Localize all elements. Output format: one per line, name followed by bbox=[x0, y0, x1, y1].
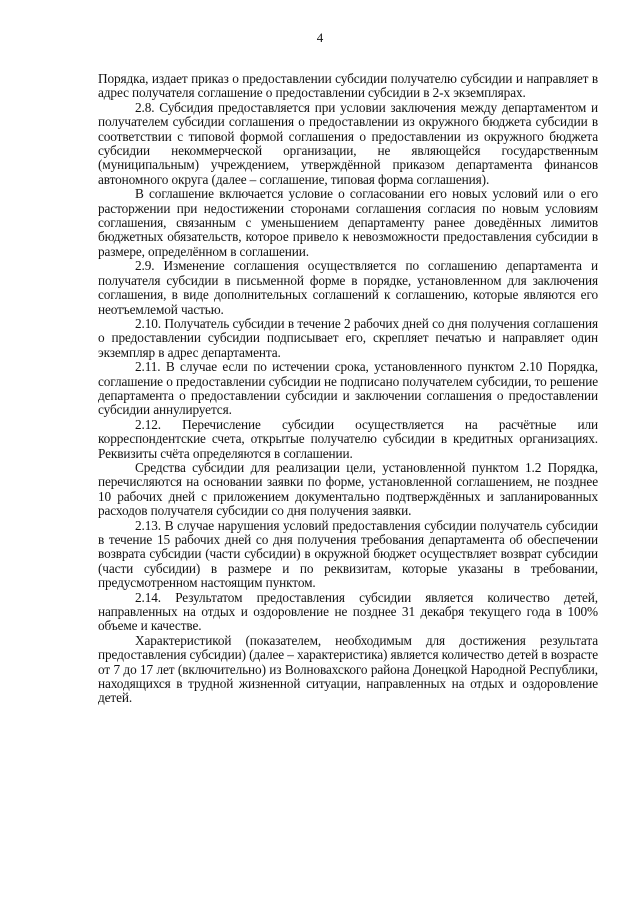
paragraph-2-8: 2.8. Субсидия предоставляется при условии заключения между департаментом и получателем субсидии соглашения о предоставлении из окружного бюджета субсидии в соответствии с типовой формой соглашения о предоставлении из окружного бюджета субсидии некоммерческой организации, не являющейся государственным (муниципальным) учреждением, утверждённой приказом департамента финансов автономного округа (далее – соглашение, типовая форма соглашения). bbox=[98, 99, 598, 187]
paragraph-2-12: 2.12. Перечисление субсидии осуществляется на расчётные или корреспондентские счета, открытые получателю субсидии в кредитных организациях. Реквизиты счёта определяются в соглашении. bbox=[98, 416, 598, 461]
paragraph-agreement-condition: В соглашение включается условие о согласовании его новых условий или о его расторжении при недостижении сторонами соглашения согласия по новым условиям соглашения, связанным с уменьшением департаменту ранее доведённых лимитов бюджетных обязательств, которое привело к невозможности предоставления субсидии в размере, определённом в соглашении. bbox=[98, 186, 598, 259]
paragraph-characteristic: Характеристикой (показателем, необходимым для достижения результата предоставления субсидии) (далее – характеристика) является количество детей в возрасте от 7 до 17 лет (включительно) из Волновахского района Донецкой Народной Республики, находящихся в трудной жизненной ситуации, направленных на отдых и оздоровление детей. bbox=[98, 632, 598, 706]
paragraph-1: Порядка, издает приказ о предоставлении субсидии получателю субсидии и направляет в адрес получателя соглашение о предоставлении субсидии в 2-х экземплярах. bbox=[98, 71, 598, 101]
document-body bbox=[98, 72, 598, 706]
page-number: 4 bbox=[316, 30, 324, 45]
paragraph-2-10: 2.10. Получатель субсидии в течение 2 рабочих дней со дня получения соглашения о предоставлении субсидии подписывает его, скрепляет печатью и направляет один экземпляр в адрес департамента. bbox=[98, 315, 598, 360]
paragraph-2-13: 2.13. В случае нарушения условий предоставления субсидии получатель субсидии в течение 15 рабочих дней со дня получения требования департамента об обеспечении возврата субсидии (части субсидии) в окружной бюджет осуществляет возврат субсидии (части субсидии) в размере и по реквизитам, которые указаны в требовании, предусмотренном настоящим пунктом. bbox=[98, 517, 598, 591]
paragraph-2-9: 2.9. Изменение соглашения осуществляется по соглашению департамента и получателя субсидии в письменной форме в порядке, установленном для заключения соглашения, в виде дополнительных соглашений к соглашению, которые являются его неотъемлемой частью. bbox=[98, 258, 598, 317]
paragraph-subsidy-funds: Средства субсидии для реализации цели, установленной пунктом 1.2 Порядка, перечисляются на основании заявки по форме, установленной соглашением, не позднее 10 рабочих дней с приложением документально подтверждённых и запланированных расходов получателя субсидии со дня получения заявки. bbox=[98, 459, 598, 519]
paragraph-2-11: 2.11. В случае если по истечении срока, установленного пунктом 2.10 Порядка, соглашение о предоставлении субсидии не подписано получателем субсидии, то решение департамента о предоставлении субсидии и заключении соглашения о предоставлении субсидии аннулируется. bbox=[98, 359, 598, 418]
paragraph-2-14: 2.14. Результатом предоставления субсидии является количество детей, направленных на отдых и оздоровление не позднее 31 декабря текущего года в 100% объеме и качестве. bbox=[98, 589, 598, 634]
